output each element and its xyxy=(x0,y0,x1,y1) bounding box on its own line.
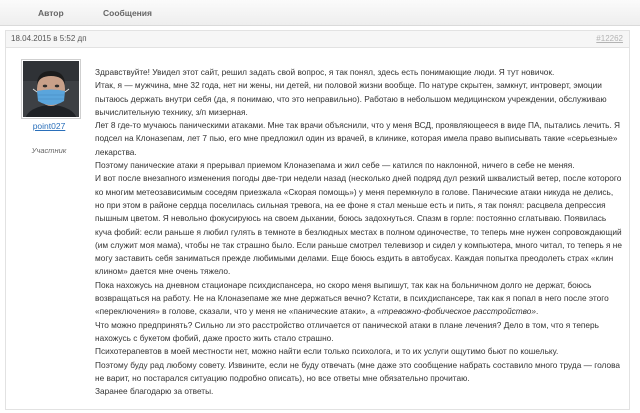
post-paragraph xyxy=(95,279,623,319)
post-meta-bar xyxy=(5,30,630,48)
forum-post xyxy=(5,47,630,410)
avatar[interactable] xyxy=(21,59,81,119)
post-paragraph: Поэтому панические атаки я прерывал приемом Клоназепама и жил себе — катился по наклонной, ничего в себе не меняя. xyxy=(95,160,575,171)
post-author xyxy=(6,47,92,409)
post-paragraph: Что можно предпринять? Сильно ли это расстройство отличается от панической атаки в плане лечения? Дело в том, что я теперь нахожусь с букетом фобий, даже просто жить стало страшно. xyxy=(95,319,599,343)
post-paragraph: И вот после внезапного изменения погоды две-три недели назад (несколько дней подряд дул резкий шквалистый ветер, после которого ко многим метеозависимым соседям приезжала «Скорая помощь») у меня перемкнуло в голове. Панические атаки никуда не делись, но при этом в районе сердца поселилась сильная тревога, на ее фоне я стал меньше есть и пить, я так понял: расцвела депрессия пышным цветом. Я невольно фокусируюсь на своем дыхании, боюсь задохнуться. Спазм в горле: постоянно сглатываю. Появилась куча фобий: если раньше я любил гулять в темноте в безлюдных местах в полном одиночестве, то теперь мне нужен сопровождающий (им служит моя мама), чтобы не так страшно было. Если раньше смотрел телевизор и сидел у компьютера, много читал, то теперь я не могу заставить себя заниматься прежде любимыми делами. Еще боюсь ездить в автобусах. Каждая попытка преодолеть страх «клин клином» дается мне очень тяжело. xyxy=(95,173,622,277)
post-paragraph: Поэтому буду рад любому совету. Извините, если не буду отвечать (мне даже это сообщение набрать составило много труда — голова не варит, но постарался ситуацию подробно описать), но все ответы мне обязательно прочитаю. xyxy=(95,359,621,383)
post-content xyxy=(95,66,623,398)
post-paragraph: Психотерапевтов в моей местности нет, можно найти если только психолога, и то их услуги ощутимо бьют по кошельку. xyxy=(95,346,559,357)
post-paragraph-emphasis: «тревожно-фобическое расстройство» xyxy=(377,306,537,317)
author-role: Участник xyxy=(31,146,67,155)
user-avatar-medical-mask-icon xyxy=(23,61,79,117)
table-header xyxy=(0,0,640,26)
post-date: 18.04.2015 в 5:52 дп xyxy=(11,34,87,43)
author-column-header: Автор xyxy=(38,8,64,18)
post-permalink[interactable]: #12262 xyxy=(596,34,623,43)
post-paragraph: Итак, я — мужчина, мне 32 года, нет ни жены, ни детей, ни половой жизни вообще. По натуре скрытен, замкнут, интроверт, эмоции пытаюсь держать внутри себя (да, я понимаю, что это неправильно). Работаю в небольшом медицинском учреждении, обслуживаю вычислительную технику, з/п мизерная. xyxy=(95,80,607,117)
post-paragraph: Здравствуйте! Увидел этот сайт, решил задать свой вопрос, я так понял, здесь есть понимающие люди. Я тут новичок. xyxy=(95,67,555,77)
post-paragraph-text: Пока нахожусь на дневном стационаре психдиспансера, но скоро меня выпишут, так как на больничном долго не держат, боюсь возвращаться на работу. Не на Клоназепаме же мне держаться вечно? Кстати, в психдиспансере, так как я попал в него после этого «переключения» в голове, сказали, что у меня не «панические атаки», а xyxy=(95,279,609,317)
post-paragraph: Заранее благодарю за ответы. xyxy=(95,386,214,397)
post-paragraph-tail: . xyxy=(536,306,539,317)
post-paragraph: Лет 8 где-то мучаюсь паническими атаками. Мне так врачи объяснили, что у меня ВСД, проявляющееся в виде ПА, пытались лечить. Я подсел на Клоназепам, лет 7 пью, его мне предложил один из врачей, в клинике, которая имела право выписывать такие «серьезные» лекарства. xyxy=(95,120,621,157)
messages-column-header: Сообщения xyxy=(103,8,152,18)
author-username-link[interactable]: point027 xyxy=(32,121,66,131)
